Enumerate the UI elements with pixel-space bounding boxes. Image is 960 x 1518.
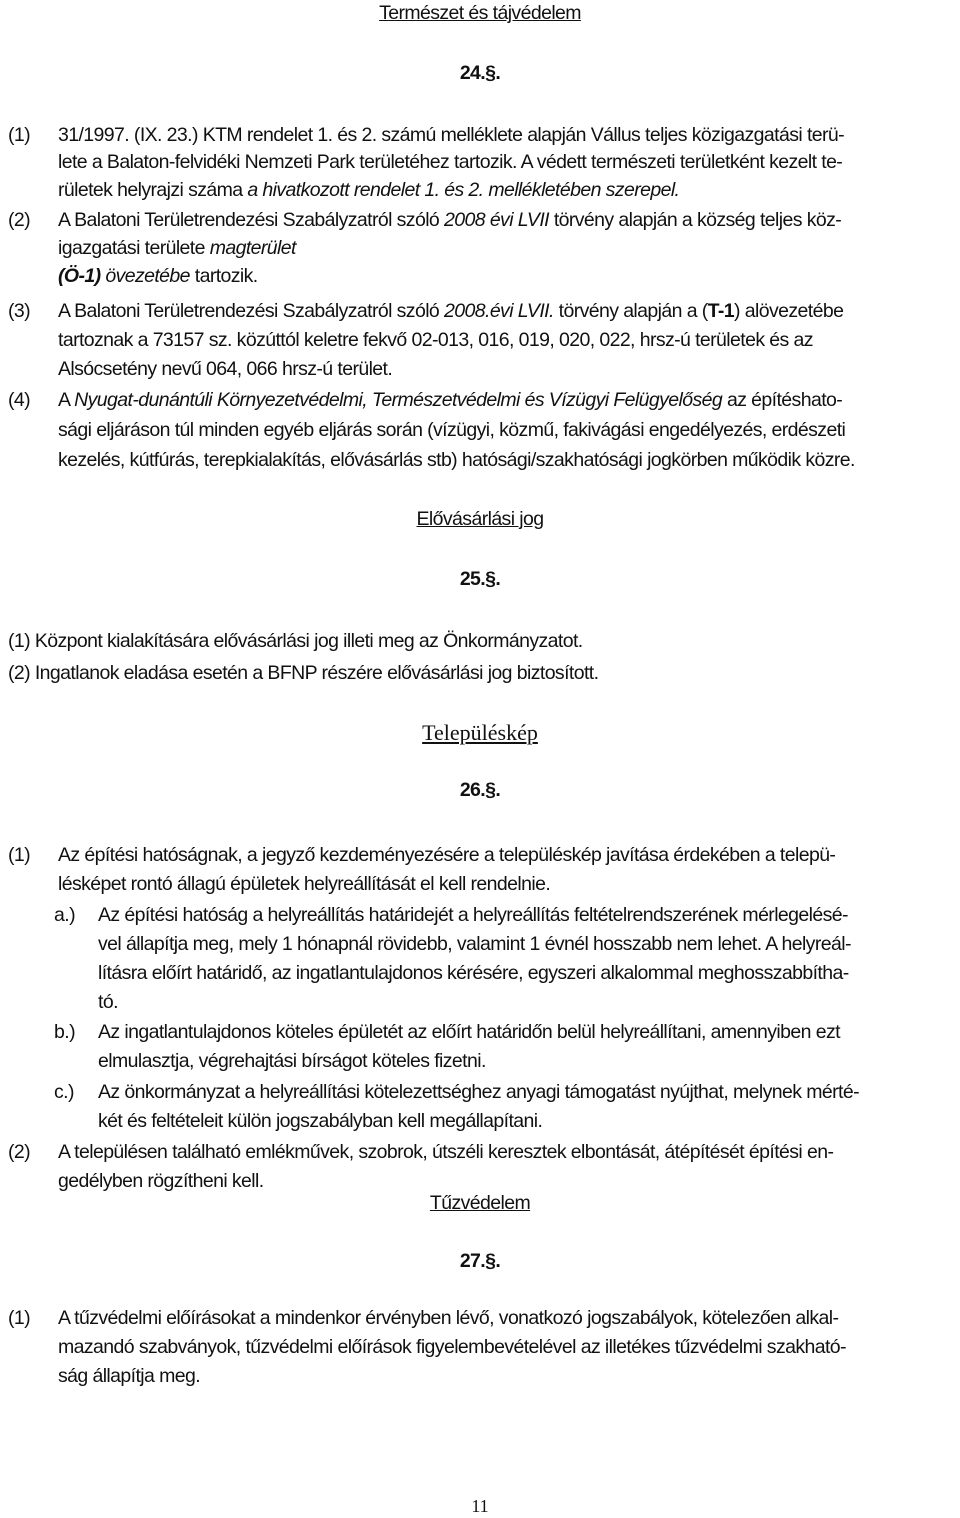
para-24-3-line2: tartoznak a 73157 sz. közúttól keletre fekvő 02-013, 016, 019, 020, 022, hrsz-ú területek és az: [58, 329, 813, 351]
item-b-line2: elmulasztja, végrehajtási bírságot köteles fizetni.: [98, 1050, 486, 1072]
para-24-2-line2: igazgatási területe magterület: [58, 237, 296, 259]
item-c-line2: két és feltételeit külön jogszabályban kell megállapítani.: [98, 1110, 543, 1132]
section-number-25: 25.§.: [459, 568, 501, 590]
item-a-line4: tó.: [98, 991, 118, 1013]
item-c-line1: Az önkormányzat a helyreállítási kötelezettséghez anyagi támogatást nyújthat, melynek mérté-: [98, 1081, 859, 1103]
para-number: (3): [8, 300, 31, 322]
para-24-1-line1: 31/1997. (IX. 23.) KTM rendelet 1. és 2. számú melléklete alapján Vállus teljes közigazgatási terü-: [58, 124, 845, 146]
para-26-1-line1: Az építési hatóságnak, a jegyző kezdeményezésére a településkép javítása érdekében a telepü-: [58, 844, 836, 866]
para-26-2-line1: A településen található emlékművek, szobrok, útszéli keresztek elbontását, átépítését építési en-: [58, 1141, 834, 1163]
section-heading-termeszet: Természet és tájvédelem: [379, 2, 581, 24]
para-24-4-line2: sági eljáráson túl minden egyéb eljárás során (vízügyi, közmű, fakivágási engedélyezés, erdészeti: [58, 419, 846, 441]
para-25-1: (1) Központ kialakítására elővásárlási jog illeti meg az Önkormányzatot.: [8, 630, 583, 652]
para-26-1-line2: lésképet rontó állagú épületek helyreállítását el kell rendelnie.: [58, 873, 551, 895]
item-letter: c.): [54, 1081, 74, 1103]
para-27-1-line2: mazandó szabványok, tűzvédelmi előírások figyelembevételével az illetékes tűzvédelmi szakható-: [58, 1336, 846, 1358]
section-heading-telepuleskep: Településkép: [422, 720, 538, 745]
section-number-24: 24.§.: [459, 62, 501, 84]
para-26-2-line2: gedélyben rögzítheni kell.: [58, 1170, 264, 1192]
para-number: (1): [8, 844, 31, 866]
para-25-2: (2) Ingatlanok eladása esetén a BFNP részére elővásárlási jog biztosított.: [8, 662, 599, 684]
para-24-2-line1: A Balatoni Területrendezési Szabályzatról szóló 2008 évi LVII törvény alapján a község teljes köz-: [58, 209, 842, 231]
section-number-27: 27.§.: [459, 1250, 501, 1272]
section-number-26: 26.§.: [459, 779, 501, 801]
para-number: (2): [8, 1141, 31, 1163]
para-number: (1): [8, 124, 31, 146]
para-24-4-line1: A Nyugat-dunántúli Környezetvédelmi, Természetvédelmi és Vízügyi Felügyelőség az építéshato-: [58, 389, 843, 411]
para-27-1-line1: A tűzvédelmi előírásokat a mindenkor érvényben lévő, vonatkozó jogszabályok, kötelezően alkal-: [58, 1307, 839, 1329]
page-number: 11: [471, 1496, 489, 1516]
para-number: (1): [8, 1307, 31, 1329]
para-24-4-line3: kezelés, kútfúrás, terepkialakítás, elővásárlás stb) hatósági/szakhatósági jogkörben működik közre.: [58, 449, 855, 471]
para-24-3-line1: A Balatoni Területrendezési Szabályzatról szóló 2008.évi LVII. törvény alapján a (T-1) alövezetébe: [58, 300, 844, 322]
para-24-2-line3: (Ö-1) övezetébe tartozik.: [58, 265, 258, 287]
item-a-line1: Az építési hatóság a helyreállítás határidejét a helyreállítás feltételrendszerének mérlegelésé-: [98, 904, 848, 926]
item-a-line2: vel állapítja meg, mely 1 hónapnál rövidebb, valamint 1 évnél hosszabb nem lehet. A helyreál-: [98, 933, 851, 955]
para-number: (4): [8, 389, 31, 411]
para-24-1-line3: rületek helyrajzi száma a hivatkozott rendelet 1. és 2. mellékletében szerepel.: [58, 179, 680, 201]
para-24-3-line3: Alsócsetény nevű 064, 066 hrsz-ú terület.: [58, 358, 393, 380]
para-24-1-line2: lete a Balaton-felvidéki Nemzeti Park területéhez tartozik. A védett természeti területként kezelt te-: [58, 151, 843, 173]
para-number: (2): [8, 209, 31, 231]
item-letter: b.): [54, 1021, 75, 1043]
section-heading-elovasarlas: Elővásárlási jog: [416, 508, 544, 530]
item-b-line1: Az ingatlantulajdonos köteles épületét az előírt határidőn belül helyreállítani, amennyiben ezt: [98, 1021, 840, 1043]
item-letter: a.): [54, 904, 75, 926]
item-a-line3: lításra előírt határidő, az ingatlantulajdonos kérésére, egyszeri alkalommal meghosszabbítha-: [98, 962, 849, 984]
section-heading-tuzvedelem: Tűzvédelem: [429, 1192, 531, 1214]
para-27-1-line3: ság állapítja meg.: [58, 1365, 201, 1387]
